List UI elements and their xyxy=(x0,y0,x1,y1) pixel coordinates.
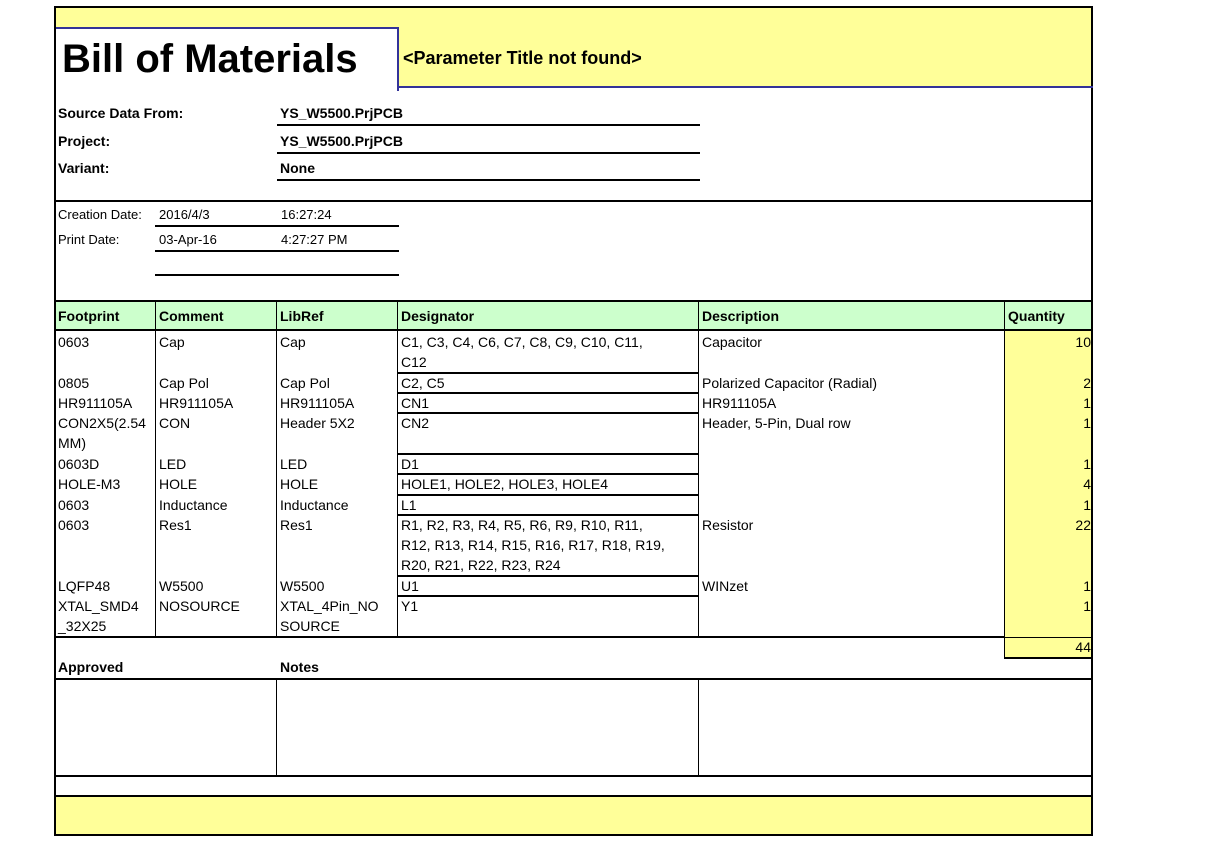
body-sep-4 xyxy=(698,331,699,637)
col-comment: Comment xyxy=(159,308,224,324)
cell-footprint: 0603 xyxy=(58,497,90,513)
cell-quantity: 1 xyxy=(1083,456,1091,472)
header-sep-2 xyxy=(276,300,277,331)
variant-underline xyxy=(277,179,700,181)
bom-frame xyxy=(54,6,1093,836)
cell-footprint: 0603 xyxy=(58,334,90,350)
blank-underline xyxy=(155,274,399,276)
print-underline xyxy=(155,250,399,252)
col-designator: Designator xyxy=(401,308,475,324)
cell-libref: XTAL_4Pin_NO SOURCE xyxy=(280,598,379,634)
cell-designator: U1 xyxy=(401,578,419,594)
creation-date: 2016/4/3 xyxy=(159,207,210,222)
cell-comment: W5500 xyxy=(159,578,204,594)
cell-comment: Inductance xyxy=(159,497,228,513)
cell-footprint: 0603D xyxy=(58,456,100,472)
cell-comment: Res1 xyxy=(159,517,192,533)
footer-band xyxy=(56,797,1091,834)
project-label: Project: xyxy=(58,133,111,149)
total-bottom-line xyxy=(1004,657,1093,659)
parameter-title: <Parameter Title not found> xyxy=(403,48,642,68)
cell-quantity: 2 xyxy=(1083,375,1091,391)
page-title: Bill of Materials xyxy=(62,37,358,81)
body-sep-1 xyxy=(155,331,156,637)
cell-footprint: LQFP48 xyxy=(58,578,111,594)
cell-comment: HOLE xyxy=(159,476,198,492)
cell-quantity: 1 xyxy=(1083,395,1091,411)
cell-quantity: 1 xyxy=(1083,578,1091,594)
footer-top-line xyxy=(54,678,1093,680)
footer-bottom-line xyxy=(54,775,1093,777)
cell-libref: LED xyxy=(280,456,308,472)
cell-quantity: 10 xyxy=(1075,334,1091,350)
cell-description: Header, 5-Pin, Dual row xyxy=(702,415,851,431)
print-date: 03-Apr-16 xyxy=(159,232,217,247)
variant-value: None xyxy=(280,160,315,176)
cell-description: WINzet xyxy=(702,578,748,594)
cell-description: Polarized Capacitor (Radial) xyxy=(702,375,878,391)
col-footprint: Footprint xyxy=(58,308,120,324)
col-libref: LibRef xyxy=(280,308,324,324)
cell-libref: Res1 xyxy=(280,517,313,533)
cell-footprint: HR911105A xyxy=(58,395,133,411)
cell-libref: W5500 xyxy=(280,578,325,594)
header-sep-1 xyxy=(155,300,156,331)
notes-label: Notes xyxy=(280,659,319,675)
desig-line xyxy=(397,494,699,496)
footer-sep-1 xyxy=(276,679,277,776)
cell-designator: R1, R2, R3, R4, R5, R6, R9, R10, R11, R12, R13, R14, R15, R16, R17, R18, R19, R20, R21, R22, R23, R24 xyxy=(401,517,665,573)
table-bottom-line xyxy=(54,636,1005,638)
info-divider xyxy=(54,200,1093,202)
cell-description: Resistor xyxy=(702,517,754,533)
header-sep-4 xyxy=(698,300,699,331)
cell-quantity: 1 xyxy=(1083,598,1091,614)
cell-designator: Y1 xyxy=(401,598,419,614)
desig-line xyxy=(397,575,699,577)
cell-comment: NOSOURCE xyxy=(159,598,240,614)
cell-comment: Cap Pol xyxy=(159,375,209,391)
col-description: Description xyxy=(702,308,780,324)
source-underline xyxy=(277,124,700,126)
cell-designator: L1 xyxy=(401,497,417,513)
desig-line xyxy=(397,453,699,455)
cell-libref: Cap Pol xyxy=(280,375,330,391)
cell-footprint: HOLE-M3 xyxy=(58,476,121,492)
cell-description: HR911105A xyxy=(702,395,777,411)
print-label: Print Date: xyxy=(58,232,120,247)
cell-quantity: 22 xyxy=(1075,517,1091,533)
variant-label: Variant: xyxy=(58,160,110,176)
cell-libref: HOLE xyxy=(280,476,319,492)
header-sep-5 xyxy=(1004,300,1005,331)
cell-footprint: XTAL_SMD4 _32X25 xyxy=(58,598,139,634)
creation-underline xyxy=(155,225,399,227)
cell-footprint: 0603 xyxy=(58,517,90,533)
title-bottom-border xyxy=(397,86,1093,88)
footer-sep-2 xyxy=(698,679,699,776)
source-value: YS_W5500.PrjPCB xyxy=(280,105,403,121)
cell-libref: Cap xyxy=(280,334,306,350)
cell-footprint: 0805 xyxy=(58,375,90,391)
source-label: Source Data From: xyxy=(58,105,184,121)
cell-libref: Header 5X2 xyxy=(280,415,355,431)
creation-label: Creation Date: xyxy=(58,207,142,222)
cell-designator: D1 xyxy=(401,456,419,472)
cell-comment: LED xyxy=(159,456,187,472)
cell-designator: CN2 xyxy=(401,415,430,431)
body-sep-2 xyxy=(276,331,277,637)
cell-footprint: CON2X5(2.54 MM) xyxy=(58,415,146,451)
cell-quantity: 4 xyxy=(1083,476,1091,492)
cell-libref: HR911105A xyxy=(280,395,355,411)
total-quantity: 44 xyxy=(1075,639,1091,655)
cell-designator: CN1 xyxy=(401,395,430,411)
project-underline xyxy=(277,152,700,154)
project-value: YS_W5500.PrjPCB xyxy=(280,133,403,149)
cell-comment: Cap xyxy=(159,334,185,350)
cell-designator: HOLE1, HOLE2, HOLE3, HOLE4 xyxy=(401,476,608,492)
cell-libref: Inductance xyxy=(280,497,349,513)
cell-quantity: 1 xyxy=(1083,497,1091,513)
body-sep-3 xyxy=(397,331,398,637)
approved-label: Approved xyxy=(58,659,124,675)
header-sep-3 xyxy=(397,300,398,331)
cell-designator: C2, C5 xyxy=(401,375,445,391)
creation-time: 16:27:24 xyxy=(281,207,332,222)
print-time: 4:27:27 PM xyxy=(281,232,348,247)
cell-quantity: 1 xyxy=(1083,415,1091,431)
desig-line xyxy=(397,412,699,414)
cell-description: Capacitor xyxy=(702,334,762,350)
cell-comment: HR911105A xyxy=(159,395,234,411)
cell-comment: CON xyxy=(159,415,191,431)
cell-designator: C1, C3, C4, C6, C7, C8, C9, C10, C11, C12 xyxy=(401,334,643,370)
desig-line xyxy=(397,595,699,597)
col-quantity: Quantity xyxy=(1008,308,1065,324)
